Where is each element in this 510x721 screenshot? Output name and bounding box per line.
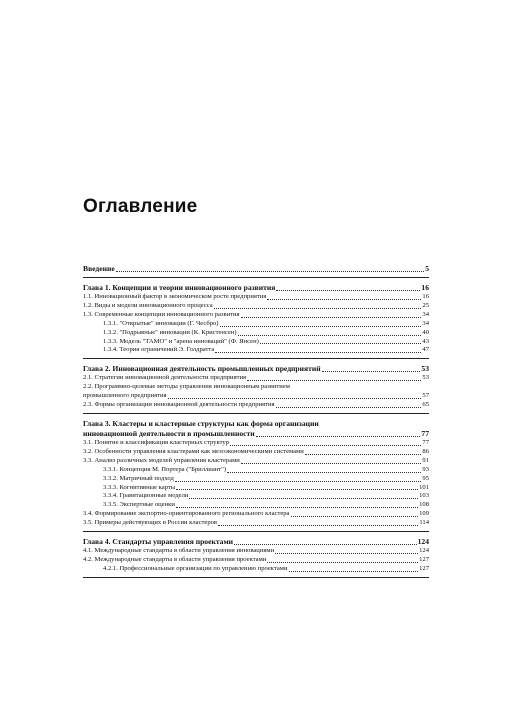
toc-section	[83, 264, 429, 278]
dot-leader	[276, 290, 420, 291]
toc-page-number: 124	[419, 547, 429, 555]
toc-entry-text: инновационной деятельности в промышленности	[83, 428, 255, 438]
toc-section	[83, 283, 429, 359]
dot-leader	[214, 308, 422, 309]
toc-entry	[83, 439, 429, 448]
toc-entry	[83, 392, 429, 401]
toc-entry-text: 3.5. Примеры действующих в России кластеров	[83, 519, 218, 527]
toc-page-number: 108	[419, 501, 429, 509]
toc-page-number: 91	[422, 456, 429, 464]
toc-entry	[83, 510, 429, 519]
toc-entry	[83, 401, 429, 410]
dot-leader	[189, 498, 418, 499]
toc-page-number: 95	[422, 474, 429, 482]
dot-leader	[305, 454, 422, 455]
toc-entry	[83, 475, 429, 484]
toc-page-number: 16	[422, 293, 429, 300]
dot-leader	[227, 472, 421, 473]
dot-leader	[322, 371, 421, 372]
dot-leader	[267, 299, 421, 300]
toc-entry	[83, 457, 429, 466]
toc-page-number: 114	[419, 519, 429, 527]
toc-entry	[83, 346, 429, 355]
toc-page-number: 57	[422, 392, 429, 400]
toc-page-number: 53	[422, 374, 429, 382]
toc-entry-text: Глава 1. Концепции и теории инновационного развития	[83, 283, 276, 292]
toc-entry	[83, 320, 429, 329]
toc-page-number: 25	[422, 301, 429, 309]
dot-leader	[241, 463, 422, 464]
toc-entry-text: Глава 4. Стандарты управления проектами	[83, 537, 234, 547]
toc-entry-text: 2.1. Стратегии инновационной деятельности предприятия	[83, 374, 247, 382]
toc-page-number: 103	[419, 492, 429, 500]
toc-entry	[83, 519, 429, 528]
toc-entry	[83, 484, 429, 493]
toc-entry	[83, 302, 429, 311]
toc-entry	[83, 338, 429, 347]
toc-page-number: 34	[422, 319, 429, 327]
dot-leader	[241, 317, 422, 318]
toc-entry-text: 4.1. Международные стандарты в области управления инновациями	[83, 547, 275, 555]
toc-entry	[83, 448, 429, 457]
toc-chapter	[83, 537, 429, 547]
toc-entry-text: 1.3.4. Теория ограничений Э. Голдратта	[103, 346, 215, 354]
toc-entry	[83, 565, 429, 574]
toc-entry	[83, 556, 429, 565]
toc-page-number: 77	[421, 428, 429, 438]
toc-entry-text: 4.2.1. Профессиональные организации по управлению проектами	[103, 564, 288, 572]
toc-entry-text: 3.3.5. Экспертные оценки	[103, 501, 175, 509]
dot-leader	[215, 352, 421, 353]
toc-page-number: 127	[419, 564, 429, 572]
toc-entry	[83, 311, 429, 320]
table-of-contents	[83, 264, 429, 578]
toc-page-number: 16	[421, 283, 429, 292]
toc-chapter	[83, 283, 429, 293]
toc-entry	[83, 293, 429, 302]
toc-entry-text: 3.2. Особенности управления кластерами как мезоэкономическими системами	[83, 447, 304, 455]
toc-entry-text: 4.2. Международные стандарты в области управления проектами	[83, 555, 267, 563]
page-title: Оглавление	[83, 196, 198, 217]
dot-leader	[275, 553, 418, 554]
toc-page-number: 53	[421, 364, 429, 374]
toc-entry	[83, 329, 429, 338]
toc-entry-text: 3.1. Понятие и классификация кластерных структур	[83, 438, 229, 446]
toc-section	[83, 419, 429, 532]
dot-leader	[116, 271, 424, 272]
toc-entry-text: 1.2. Виды и модели инновационного процесса	[83, 301, 213, 309]
toc-entry-text: 1.3.2. "Подрывные" инновации (К. Кристенсен)	[103, 328, 237, 336]
toc-entry-text: 2.3. Формы организации инновационной деятельности предприятия	[83, 401, 275, 409]
toc-chapter	[83, 429, 429, 439]
toc-page-number: 65	[422, 401, 429, 409]
toc-entry-text: Введение	[83, 264, 115, 273]
dot-leader	[256, 436, 421, 437]
dot-leader	[218, 525, 418, 526]
toc-page-number: 101	[419, 483, 429, 491]
toc-section	[83, 364, 429, 414]
toc-entry-text: 3.3.2. Матричный подход	[103, 474, 174, 482]
dot-leader	[238, 335, 422, 336]
toc-entry-text: 2.2. Программно-целевые методы управления инновационным развитием	[83, 383, 290, 391]
toc-page-number: 77	[422, 438, 429, 446]
dot-leader	[175, 481, 422, 482]
dot-leader	[267, 562, 418, 563]
toc-entry-text: 1.3.3. Модель "ТАМО" и "арена инноваций" (Ф. Янсен)	[103, 337, 259, 345]
toc-chapter	[83, 264, 429, 274]
dot-leader	[176, 489, 418, 490]
dot-leader	[291, 516, 419, 517]
toc-entry-text: 3.3. Анализ различных моделей управления кластерами	[83, 456, 240, 464]
toc-page-number: 86	[422, 447, 429, 455]
toc-entry	[83, 501, 429, 510]
toc-page-number: 109	[419, 510, 429, 518]
toc-page-number: 34	[422, 310, 429, 318]
toc-entry-text: 1.3. Современные концепции инновационного развития	[83, 310, 240, 318]
toc-entry-text: промышленного предприятия	[83, 392, 167, 400]
dot-leader	[276, 407, 422, 408]
toc-page-number: 47	[422, 346, 429, 354]
toc-page-number: 93	[422, 465, 429, 473]
toc-entry-text: Глава 2. Инновационная деятельность промышленных предприятий	[83, 364, 321, 374]
toc-entry-text: 1.1. Инновационный фактор в экономическом росте предприятия	[83, 293, 267, 300]
toc-page-number: 40	[422, 328, 429, 336]
toc-entry-text: Глава 3. Кластеры и кластерные структуры как форма организации	[83, 418, 319, 428]
toc-page-number: 124	[417, 537, 429, 547]
toc-entry-text: 3.3.3. Когнитивные карты	[103, 483, 176, 491]
toc-page-number: 43	[422, 337, 429, 345]
toc-section	[83, 537, 429, 578]
toc-entry	[83, 466, 429, 475]
toc-entry-text: 3.4. Формирование экспортно-ориентированного регионального кластера	[83, 510, 290, 518]
dot-leader	[260, 343, 422, 344]
dot-leader	[220, 326, 422, 327]
dot-leader	[168, 398, 422, 399]
dot-leader	[176, 507, 418, 508]
dot-leader	[247, 380, 421, 381]
toc-entry-text: 3.3.1. Концепция М. Портера ("Бриллиант")	[103, 465, 227, 473]
toc-entry	[83, 547, 429, 556]
toc-chapter	[83, 364, 429, 374]
toc-page-number: 127	[419, 555, 429, 563]
toc-entry-text: 3.3.4. Гравитационные модели	[103, 492, 189, 500]
dot-leader	[289, 571, 419, 572]
toc-entry	[83, 492, 429, 501]
toc-entry-text: 1.3.1. "Открытые" инновации (Г. Чесбро)	[103, 319, 219, 327]
toc-entry	[83, 374, 429, 383]
dot-leader	[234, 544, 417, 545]
dot-leader	[230, 445, 421, 446]
toc-page-number: 5	[425, 264, 429, 273]
